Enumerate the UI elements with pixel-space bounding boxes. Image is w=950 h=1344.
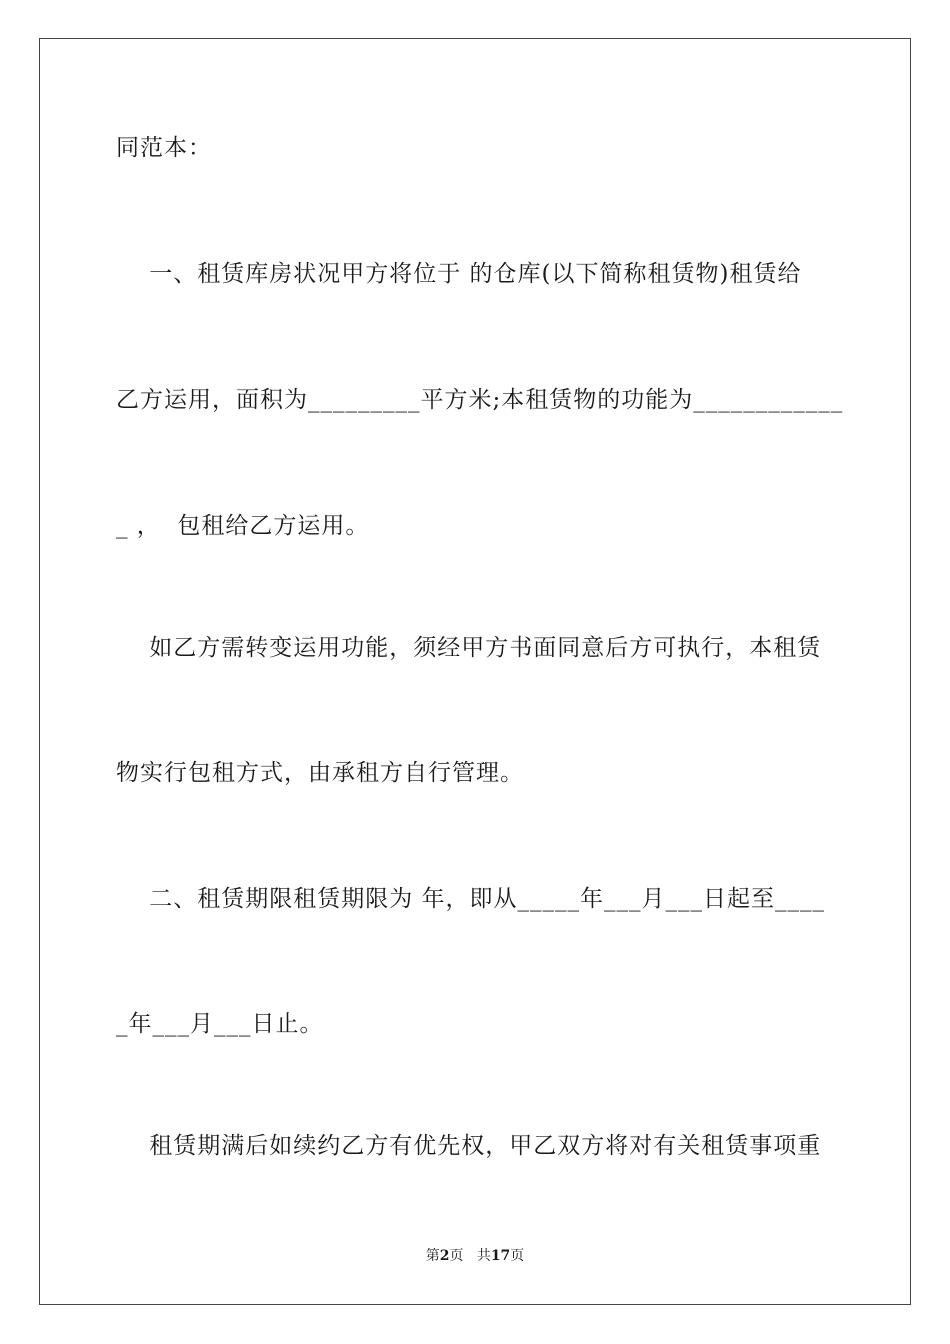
page-frame (39, 38, 911, 1305)
text-line: 二、租赁期限租赁期限为 年，即从_____年___月___日起至____ (116, 886, 826, 912)
text-line: 一、租赁库房状况甲方将位于 的仓库(以下简称租赁物)租赁给 (116, 261, 802, 287)
footer-page-prefix: 第 (425, 1248, 440, 1264)
footer-total-prefix: 共 (476, 1248, 491, 1264)
text-line: 物实行包租方式，由承租方自行管理。 (116, 760, 524, 786)
footer-page-number: 2 (439, 1248, 450, 1264)
footer-total-pages: 17 (490, 1248, 511, 1264)
footer-page-suffix: 页 (449, 1248, 464, 1264)
text-line: 乙方运用，面积为_________平方米;本租赁物的功能为____________ (116, 387, 844, 413)
text-line: 租赁期满后如续约乙方有优先权，甲乙双方将对有关租赁事项重 (116, 1133, 822, 1159)
text-line: 如乙方需转变运用功能，须经甲方书面同意后方可执行，本租赁 (116, 635, 822, 661)
text-line: _年___月___日止。 (116, 1011, 324, 1037)
footer-total-suffix: 页 (510, 1248, 525, 1264)
page-footer (0, 1247, 950, 1265)
text-line: 同范本： (116, 135, 212, 161)
text-line: _ ， 包租给乙方运用。 (116, 513, 370, 539)
